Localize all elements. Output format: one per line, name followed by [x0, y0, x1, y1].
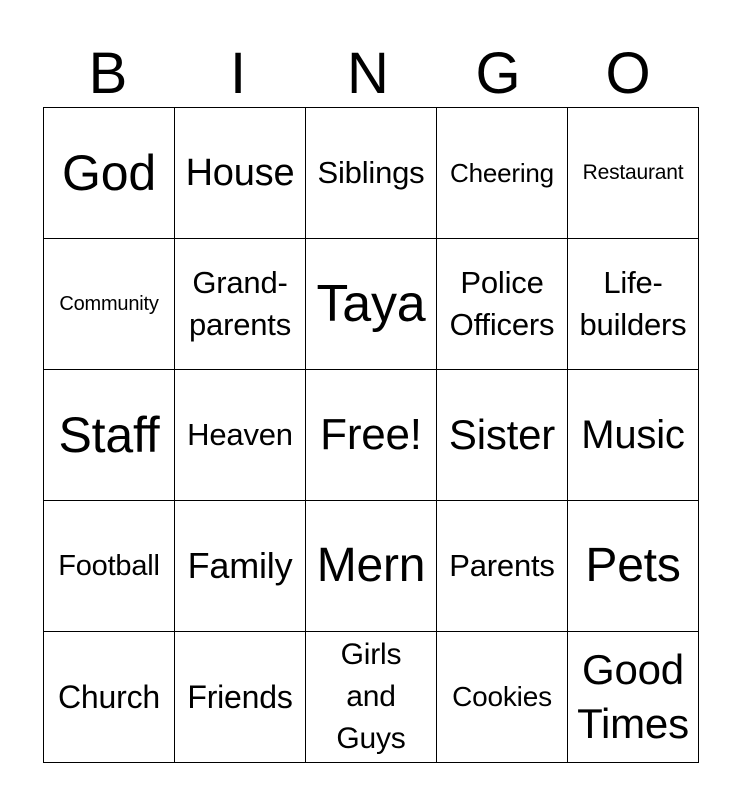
bingo-cell[interactable]	[44, 239, 175, 370]
bingo-cell[interactable]	[437, 632, 568, 763]
cell-label: Friends	[187, 679, 293, 715]
bingo-cell[interactable]	[44, 501, 175, 632]
cell-label: Staff	[58, 407, 160, 463]
header-letter-o: O	[605, 41, 651, 106]
bingo-cell[interactable]	[306, 632, 437, 763]
bingo-cell[interactable]	[44, 632, 175, 763]
bingo-cell[interactable]	[44, 108, 175, 239]
bingo-cell[interactable]	[568, 239, 699, 370]
cell-label: Free!	[320, 410, 422, 459]
cell-label: Restaurant	[582, 161, 684, 184]
cell-label: God	[62, 145, 156, 201]
bingo-cell[interactable]	[175, 370, 306, 501]
bingo-cell[interactable]	[437, 370, 568, 501]
cell-label: Sister	[448, 411, 556, 458]
bingo-cell[interactable]	[306, 108, 437, 239]
header-letter-b: B	[88, 41, 128, 106]
grid-row	[44, 108, 699, 239]
bingo-cell[interactable]	[437, 108, 568, 239]
cell-label: Mern	[316, 539, 426, 592]
bingo-cell[interactable]	[175, 501, 306, 632]
bingo-cell[interactable]	[437, 501, 568, 632]
cell-label: Heaven	[187, 417, 293, 452]
bingo-grid	[43, 107, 699, 763]
bingo-cell[interactable]	[306, 501, 437, 632]
bingo-cell[interactable]	[437, 239, 568, 370]
bingo-cell[interactable]	[568, 501, 699, 632]
grid-row	[44, 501, 699, 632]
bingo-cell[interactable]	[568, 370, 699, 501]
bingo-cell[interactable]	[175, 632, 306, 763]
header-letter-i: I	[229, 41, 247, 106]
bingo-cell[interactable]	[306, 370, 437, 501]
grid-row	[44, 239, 699, 370]
cell-label: Pets	[585, 539, 681, 592]
bingo-header	[43, 40, 693, 108]
header-letter-g: G	[475, 41, 521, 106]
bingo-cell[interactable]	[175, 239, 306, 370]
bingo-cell[interactable]	[44, 370, 175, 501]
bingo-cell[interactable]	[175, 108, 306, 239]
grid-row	[44, 370, 699, 501]
cell-label: Taya	[316, 275, 426, 333]
cell-label: Life- builders	[579, 265, 687, 342]
cell-label: Community	[59, 293, 159, 315]
cell-label: House	[185, 152, 295, 194]
cell-label: Cheering	[450, 158, 554, 188]
cell-label: Music	[581, 413, 685, 457]
cell-label: Siblings	[317, 155, 425, 190]
cell-label: Police Officers	[449, 265, 555, 342]
bingo-cell[interactable]	[306, 239, 437, 370]
cell-label: Girls and Guys	[336, 638, 406, 755]
cell-label: Parents	[449, 548, 555, 583]
grid-row	[44, 632, 699, 763]
bingo-cell[interactable]	[568, 632, 699, 763]
cell-label: Family	[187, 545, 293, 586]
cell-label: Football	[58, 550, 160, 582]
cell-label: Cookies	[452, 681, 552, 712]
bingo-cell[interactable]	[568, 108, 699, 239]
header-letter-n: N	[347, 41, 389, 106]
cell-label: Good Times	[577, 646, 689, 747]
cell-label: Grand- parents	[189, 265, 291, 342]
cell-label: Church	[58, 679, 160, 715]
